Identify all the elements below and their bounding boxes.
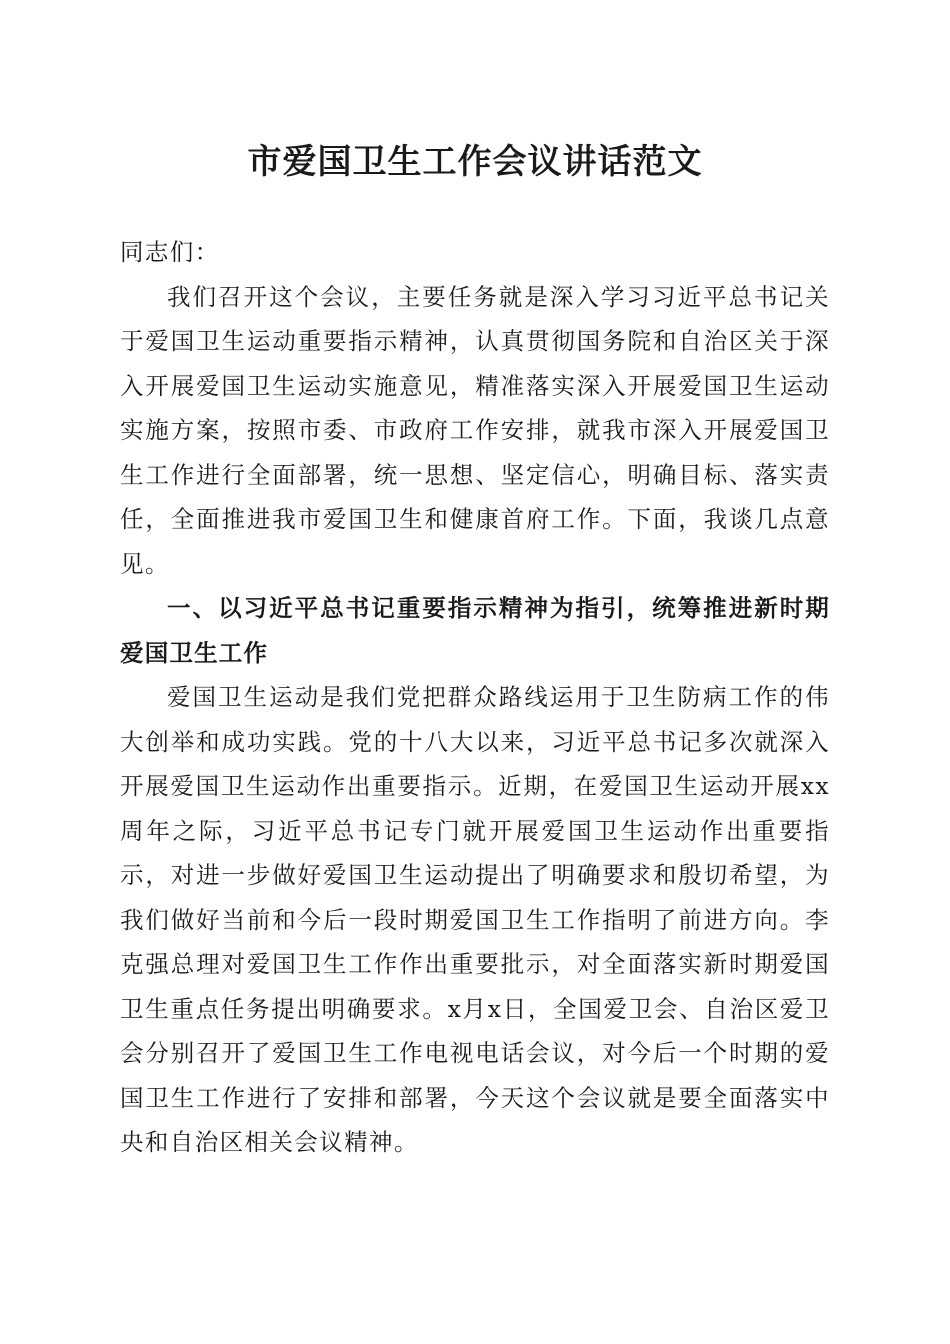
section-paragraph: 爱国卫生运动是我们党把群众路线运用于卫生防病工作的伟大创举和成功实践。党的十八大以来，习近平总书记多次就深入开展爱国卫生运动作出重要指示。近期，在爱国卫生运动开展xx周年之际，习近平总书记专门就开展爱国卫生运动作出重要指示，对进一步做好爱国卫生运动提出了明确要求和殷切希望，为我们做好当前和今后一段时期爱国卫生工作指明了前进方向。李克强总理对爱国卫生工作作出重要批示，对全面落实新时期爱国卫生重点任务提出明确要求。x月x日，全国爱卫会、自治区爱卫会分别召开了爱国卫生工作电视电话会议，对今后一个时期的爱国卫生工作进行了安排和部署，今天这个会议就是要全面落实中央和自治区相关会议精神。 [120, 683, 830, 1156]
opening-paragraph: 我们召开这个会议，主要任务就是深入学习习近平总书记关于爱国卫生运动重要指示精神，认真贯彻国务院和自治区关于深入开展爱国卫生运动实施意见，精准落实深入开展爱国卫生运动实施方案，按照市委、市政府工作安排，就我市深入开展爱国卫生工作进行全面部署，统一思想、坚定信心，明确目标、落实责任，全面推进我市爱国卫生和健康首府工作。下面，我谈几点意见。 [120, 282, 830, 578]
document-title: 市爱国卫生工作会议讲话范文 [247, 142, 703, 182]
section-heading: 一、以习近平总书记重要指示精神为指引，统筹推进新时期爱国卫生工作 [120, 594, 830, 667]
salutation: 同志们： [120, 238, 220, 266]
document-body [120, 230, 830, 1165]
